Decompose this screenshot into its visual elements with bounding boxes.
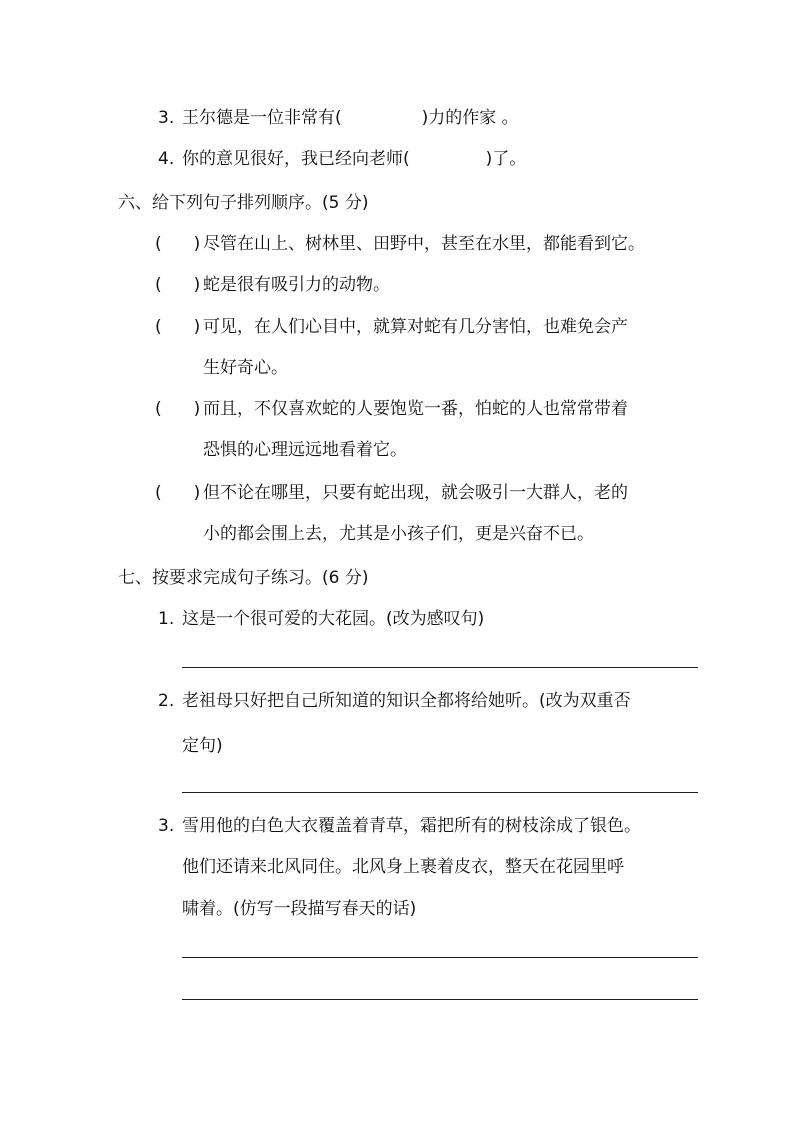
order-answer-box[interactable]: ( ) xyxy=(155,399,201,419)
sentence-text: 尽管在山上、树林里、田野中，甚至在水里，都能看到它。 xyxy=(203,234,645,254)
question-text: )了。 xyxy=(485,149,527,169)
order-answer-box[interactable]: ( ) xyxy=(155,317,201,337)
sentence-text: 但不论在哪里，只要有蛇出现，就会吸引一大群人，老的 xyxy=(203,483,628,503)
item-number: 4. xyxy=(158,149,175,169)
ordering-item-3 xyxy=(155,316,628,338)
exercise-7-2 xyxy=(158,690,631,712)
exercise-text: 老祖母只好把自己所知道的知识全都将给她听。(改为双重否 xyxy=(182,691,631,711)
exercise-continuation: 啸着。(仿写一段描写春天的话) xyxy=(182,899,417,919)
answer-line[interactable] xyxy=(182,957,698,958)
answer-line[interactable] xyxy=(182,792,698,793)
exercise-7-3 xyxy=(158,815,641,837)
exercise-continuation: 定句) xyxy=(182,736,223,756)
exercise-text: 雪用他的白色大衣覆盖着青草，霜把所有的树枝涂成了银色。 xyxy=(182,816,641,836)
item-number: 3. xyxy=(158,108,175,128)
sentence-continuation: 恐惧的心理远远地看着它。 xyxy=(203,440,407,460)
order-answer-box[interactable]: ( ) xyxy=(155,483,201,503)
ordering-item-1 xyxy=(155,233,645,255)
order-answer-box[interactable]: ( ) xyxy=(155,275,201,295)
item-number: 3. xyxy=(158,816,175,836)
sentence-text: 可见，在人们心目中，就算对蛇有几分害怕，也难免会产 xyxy=(203,317,628,337)
answer-line[interactable] xyxy=(182,999,698,1000)
question-5-4 xyxy=(158,148,526,170)
question-text: 你的意见很好，我已经向老师( xyxy=(182,149,410,169)
exercise-text: 这是一个很可爱的大花园。(改为感叹句) xyxy=(182,609,485,629)
ordering-item-4 xyxy=(155,398,628,420)
order-answer-box[interactable]: ( ) xyxy=(155,234,201,254)
sentence-text: 蛇是很有吸引力的动物。 xyxy=(203,275,390,295)
sentence-text: 而且，不仅喜欢蛇的人要饱览一番，怕蛇的人也常常带着 xyxy=(203,399,628,419)
exercise-continuation: 他们还请来北风同住。北风身上裹着皮衣，整天在花园里呼 xyxy=(182,857,624,877)
exercise-7-1 xyxy=(158,608,484,630)
question-5-3 xyxy=(158,107,519,129)
question-text: 王尔德是一位非常有( xyxy=(182,108,342,128)
ordering-item-2 xyxy=(155,274,390,296)
ordering-item-5 xyxy=(155,482,628,504)
sentence-continuation: 生好奇心。 xyxy=(203,358,288,378)
item-number: 2. xyxy=(158,691,175,711)
sentence-continuation: 小的都会围上去，尤其是小孩子们，更是兴奋不已。 xyxy=(203,524,594,544)
question-text: )力的作家 。 xyxy=(421,108,519,128)
section-6-heading: 六、给下列句子排列顺序。(5 分) xyxy=(118,193,369,213)
answer-line[interactable] xyxy=(182,667,698,668)
section-7-heading: 七、按要求完成句子练习。(6 分) xyxy=(118,568,369,588)
item-number: 1. xyxy=(158,609,175,629)
